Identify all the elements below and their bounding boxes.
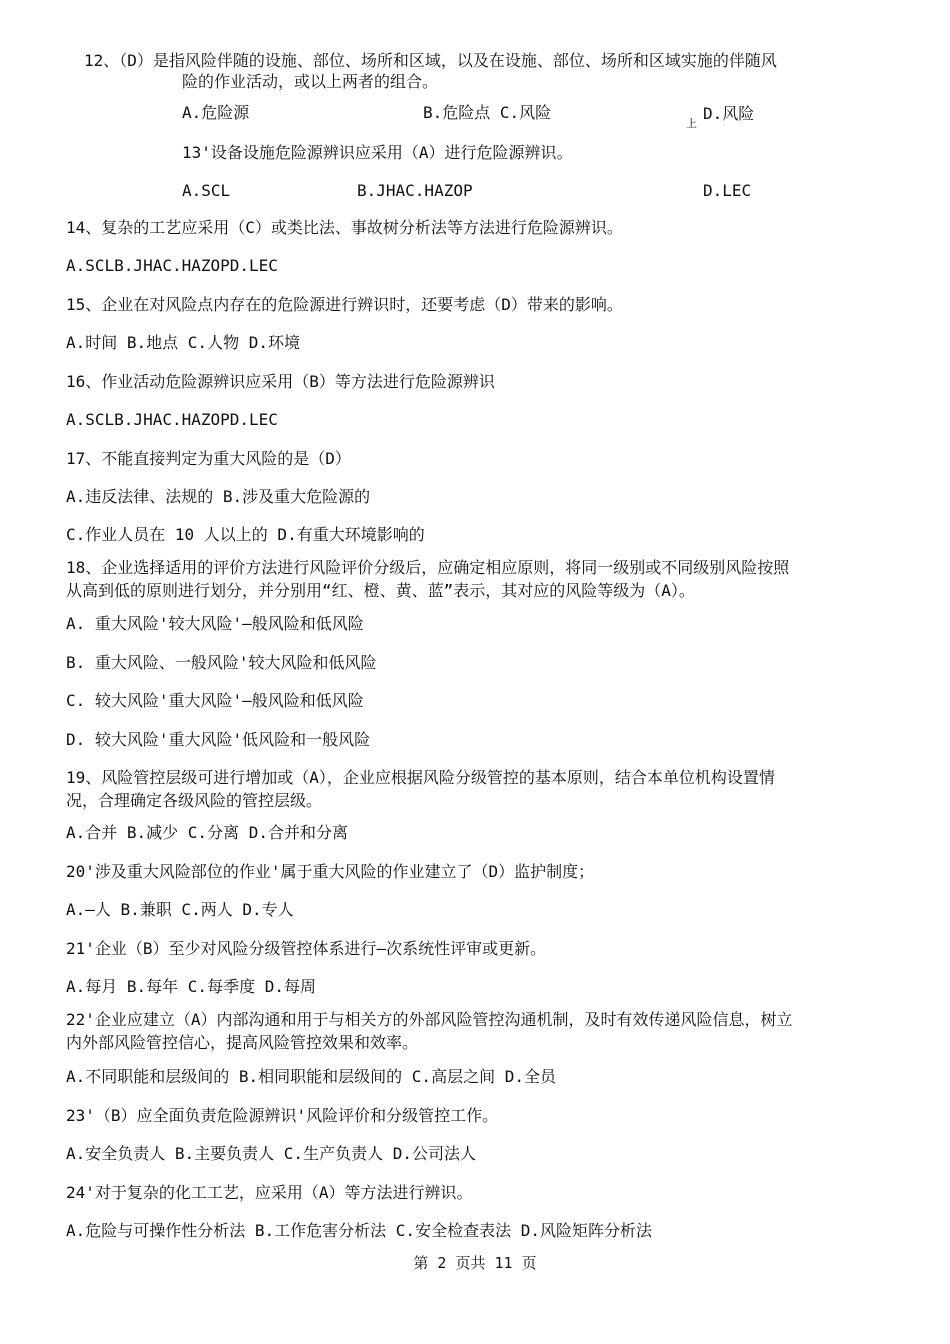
q17-stem: 17、不能直接判定为重大风险的是（D） [66,449,351,468]
q19-options: A.合并 B.减少 C.分离 D.合并和分离 [66,823,348,842]
q12-stem-line1: 12、（D）是指风险伴随的设施、部位、场所和区域，以及在设施、部位、场所和区域实施的伴随风 [84,51,777,70]
q20-options: A.—人 B.兼职 C.两人 D.专人 [66,900,294,919]
q15-stem: 15、企业在对风险点内存在的危险源进行辨识时，还要考虑（D）带来的影响。 [66,295,623,314]
q23-options: A.安全负责人 B.主要负责人 C.生产负责人 D.公司法人 [66,1144,476,1163]
q12-option-a: A.危险源 [182,103,250,122]
q12-option-bc: B.危险点 C.风险 [423,103,552,122]
page-number-footer: 第 2 页共 11 页 [413,1254,537,1272]
q12-option-d: D.风险 [703,104,755,123]
q23-stem: 23'（B）应全面负责危险源辨识'风险评价和分级管控工作。 [66,1106,499,1125]
q13-option-b: B.JHAC.HAZOP [357,181,473,200]
q15-options: A.时间 B.地点 C.人物 D.环境 [66,333,300,352]
q19-stem-line2: 况，合理确定各级风险的管控层级。 [66,791,323,810]
q18-option-a: A. 重大风险'较大风险'—般风险和低风险 [66,614,364,633]
q12-stray-mark: 上 [686,117,697,130]
q13-option-a: A.SCL [182,181,231,200]
q13-option-d: D.LEC [703,181,752,200]
q21-options: A.每月 B.每年 C.每季度 D.每周 [66,977,316,996]
q22-stem-line2: 内外部风险管控信心，提高风险管控效果和效率。 [66,1033,419,1052]
q17-options-cd: C.作业人员在 10 人以上的 D.有重大环境影响的 [66,525,425,544]
q12-stem-line2: 险的作业活动，或以上两者的组合。 [182,72,439,91]
q18-stem-line2: 从高到低的原则进行划分，并分别用“红、橙、黄、蓝”表示，其对应的风险等级为（A）。 [66,581,695,600]
q18-stem-line1: 18、企业选择适用的评价方法进行风险评价分级后，应确定相应原则，将同一级别或不同级别风险按照 [66,558,790,577]
q16-stem: 16、作业活动危险源辨识应采用（B）等方法进行危险源辨识 [66,372,495,391]
q14-stem: 14、复杂的工艺应采用（C）或类比法、事故树分析法等方法进行危险源辨识。 [66,218,623,237]
q17-options-ab: A.违反法律、法规的 B.涉及重大危险源的 [66,487,371,506]
q14-options: A.SCLB.JHAC.HAZOPD.LEC [66,256,278,275]
q21-stem: 21'企业（B）至少对风险分级管控体系进行—次系统性评审或更新。 [66,939,547,958]
q19-stem-line1: 19、风险管控层级可进行增加或（A），企业应根据风险分级管控的基本原则，结合本单位机构设置情 [66,768,775,787]
q16-options: A.SCLB.JHAC.HAZOPD.LEC [66,410,278,429]
q24-stem: 24'对于复杂的化工工艺，应采用（A）等方法进行辨识。 [66,1183,473,1202]
q13-stem: 13'设备设施危险源辨识应采用（A）进行危险源辨识。 [182,143,573,162]
q22-stem-line1: 22'企业应建立（A）内部沟通和用于与相关方的外部风险管控沟通机制，及时有效传递风险信息，树立 [66,1010,793,1029]
q22-options: A.不同职能和层级间的 B.相同职能和层级间的 C.高层之间 D.全员 [66,1067,556,1086]
q18-option-b: B. 重大风险、一般风险'较大风险和低风险 [66,653,377,672]
q20-stem: 20'涉及重大风险部位的作业'属于重大风险的作业建立了（D）监护制度； [66,862,595,881]
q18-option-c: C. 较大风险'重大风险'—般风险和低风险 [66,691,364,710]
q24-options: A.危险与可操作性分析法 B.工作危害分析法 C.安全检查表法 D.风险矩阵分析法 [66,1221,652,1240]
q18-option-d: D. 较大风险'重大风险'低风险和一般风险 [66,730,371,749]
